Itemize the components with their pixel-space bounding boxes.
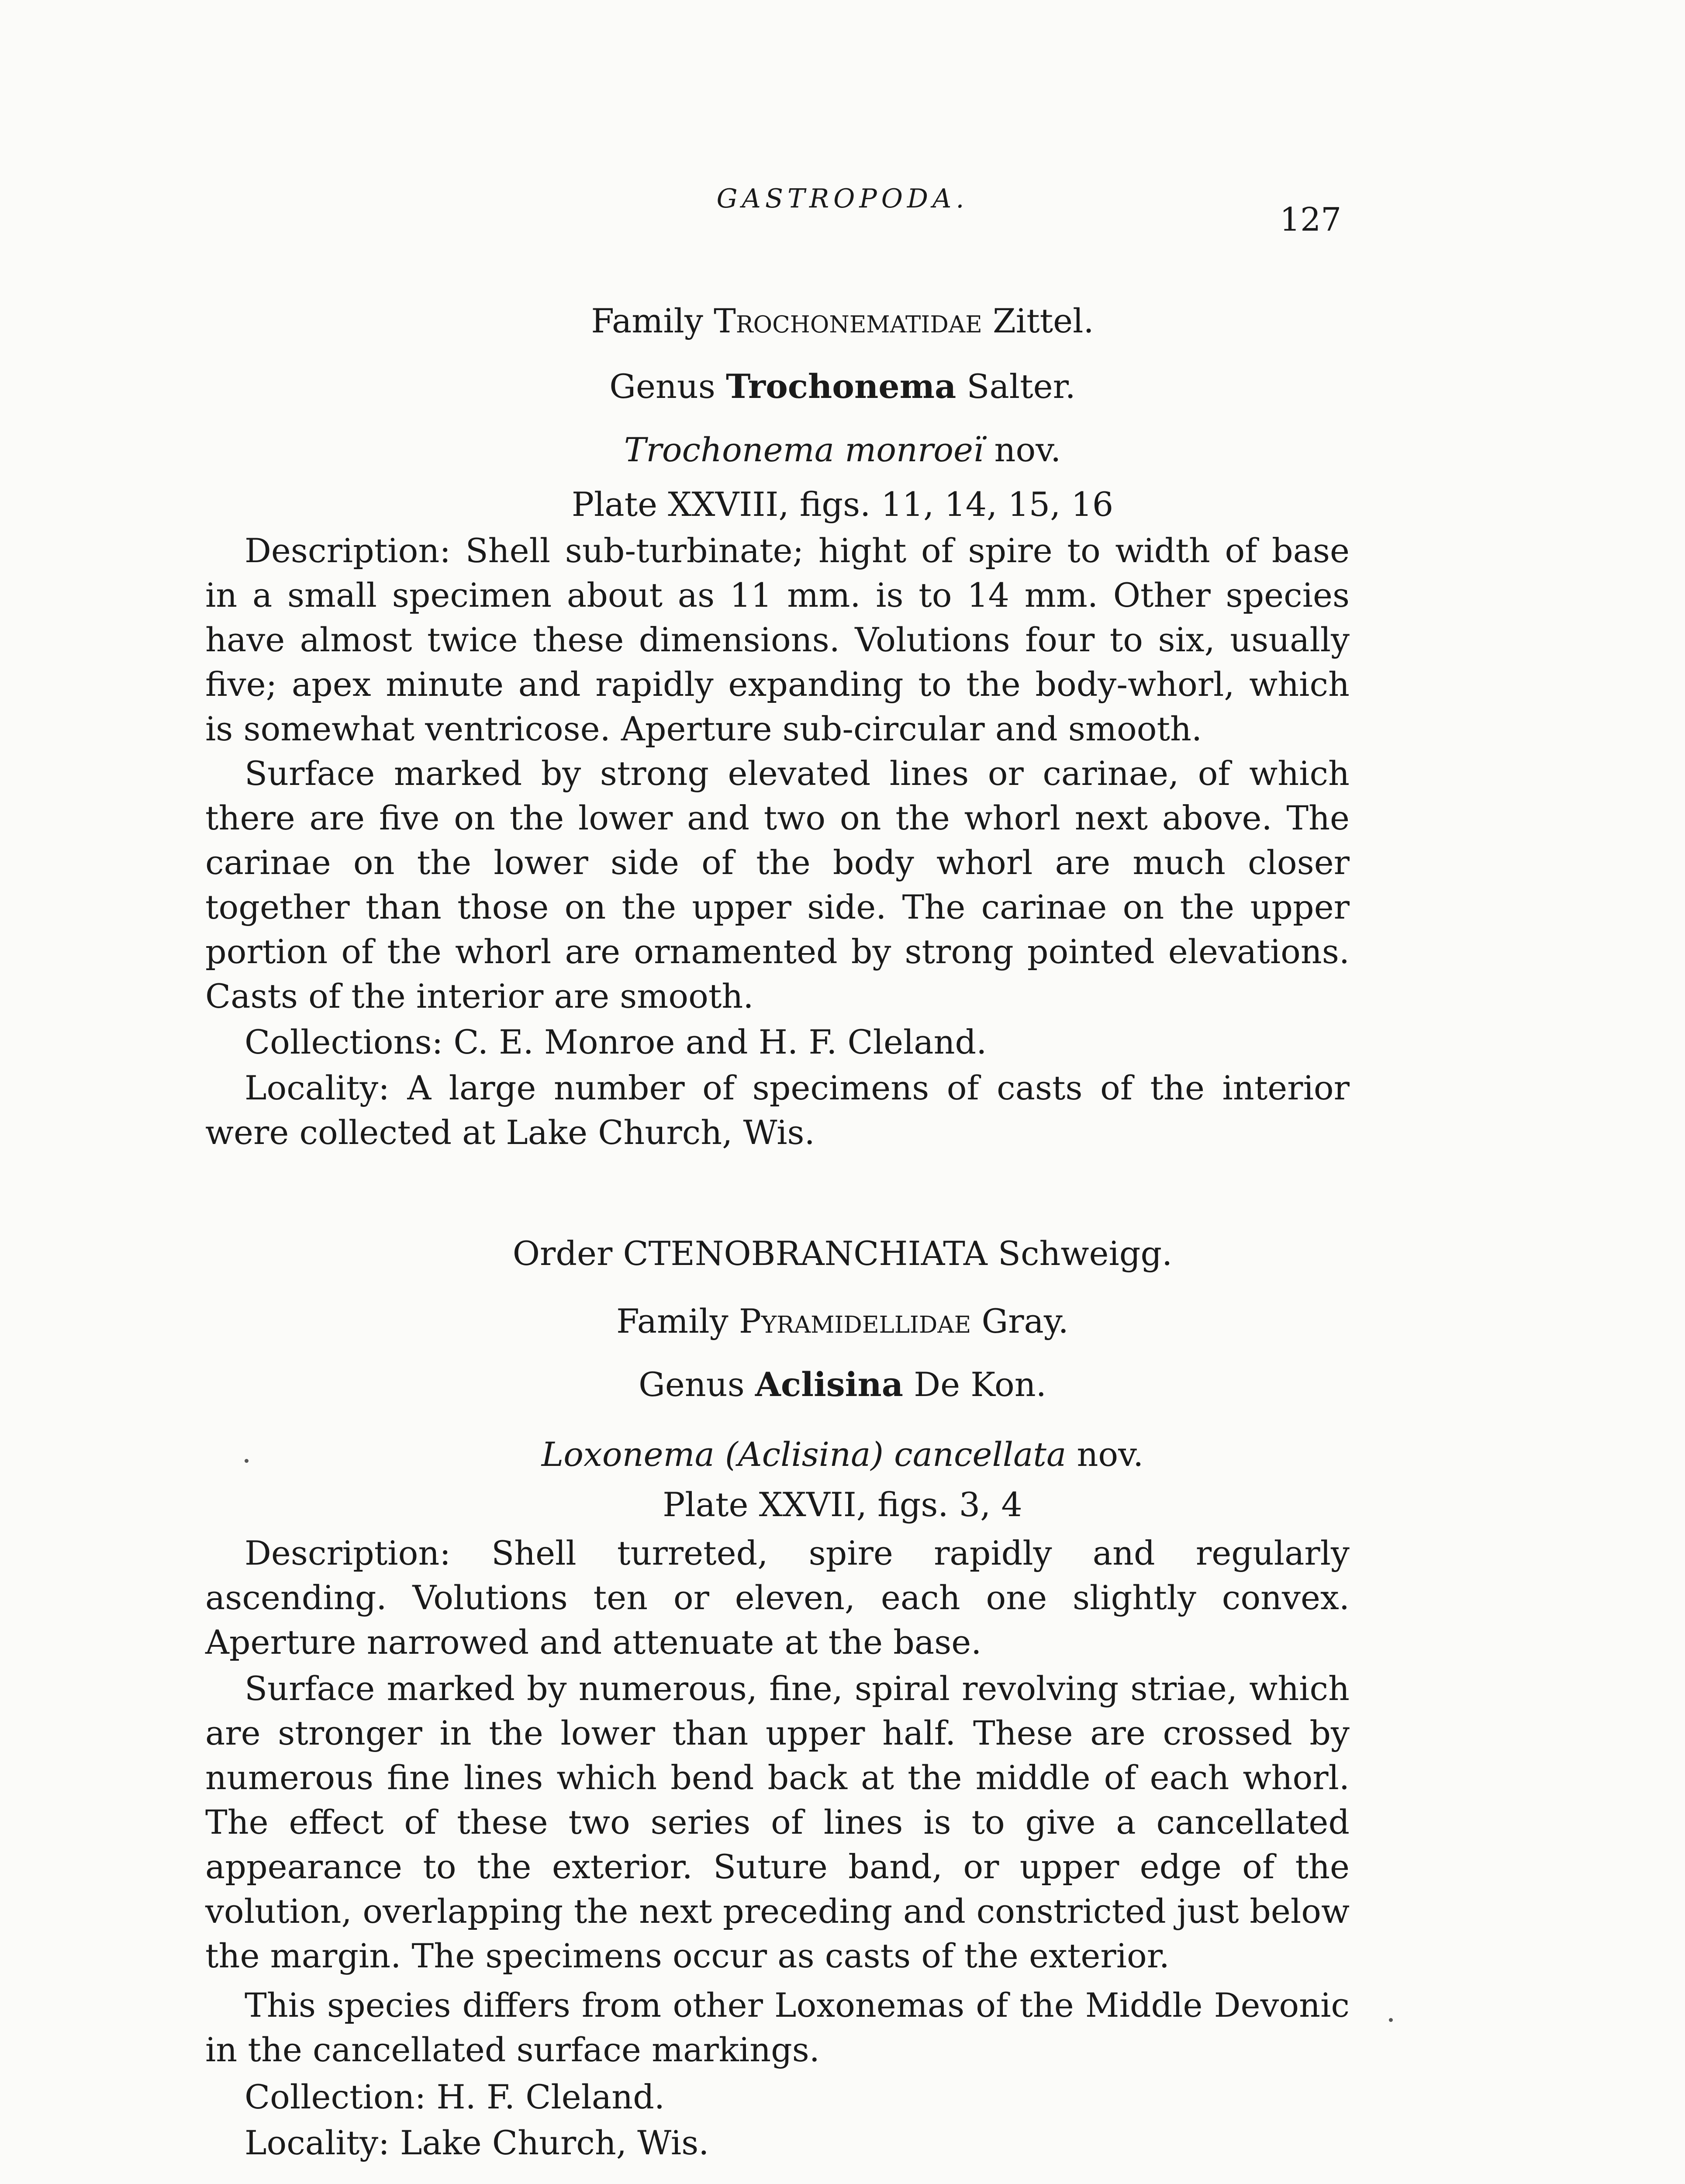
scan-speck (1389, 2018, 1393, 2022)
order-author: Schweigg. (998, 1234, 1173, 1273)
locality-text: Lake Church, Wis. (400, 2123, 709, 2162)
genus-heading-trochonema (0, 367, 1685, 406)
species-name: Loxonema (Aclisina) cancellata (541, 1435, 1067, 1474)
locality-label: Locality: (245, 2123, 390, 2162)
description-paragraph (205, 1531, 1350, 1665)
collections-paragraph (205, 1020, 1350, 1064)
description-label: Description: (245, 531, 451, 570)
plate-reference: Plate XXVII, figs. 3, 4 (663, 1485, 1022, 1524)
collections-label: Collections: (245, 1023, 443, 1061)
differs-paragraph: This species differs from other Loxonemas of the Middle Devonic in the cancellated surface markings. (205, 1986, 1350, 2069)
order-name: CTENOBRANCHIATA (623, 1234, 988, 1273)
genus-name: Trochonema (726, 367, 956, 406)
collection-text: H. F. Cleland. (436, 2077, 665, 2116)
family-name: Pyramidellidae (739, 1302, 971, 1341)
family-heading-pyramidellidae (0, 1302, 1685, 1341)
locality-label: Locality: (245, 1068, 390, 1107)
species-name: Trochonema monroeï (624, 430, 984, 469)
plate-reference: Plate XXVIII, figs. 11, 14, 15, 16 (571, 485, 1114, 524)
locality-paragraph (205, 2121, 1350, 2165)
species-heading-trochonema-monroei (0, 430, 1685, 469)
genus-name: Aclisina (755, 1365, 904, 1404)
collection-label: Collection: (245, 2077, 426, 2116)
page-number: 127 (1280, 201, 1342, 238)
genus-prefix: Genus (609, 367, 715, 406)
order-prefix: Order (512, 1234, 613, 1273)
species-status: nov. (1077, 1435, 1144, 1474)
locality-paragraph (205, 1066, 1350, 1155)
species-status: nov. (994, 430, 1061, 469)
family-author: Gray. (981, 1302, 1069, 1341)
family-prefix: Family (591, 301, 703, 340)
family-name: Trochonematidae (714, 301, 982, 340)
running-title: GASTROPODA. (716, 183, 969, 214)
collections-text: C. E. Monroe and H. F. Cleland. (453, 1023, 987, 1061)
description-text: Shell turreted, spire rapidly and regularly ascending. Volutions ten or eleven, each one slightly convex. Aperture narrowed and attenuate at the base. (205, 1534, 1350, 1662)
surface-paragraph: Surface marked by numerous, fine, spiral revolving striae, which are stronger in the lower than upper half. These are crossed by numerous fine lines which bend back at the middle of each whorl. The effect of these two series of lines is to give a cancellated appearance to the exterior. Suture band, or upper edge of the volution, overlapping the next preceding and constricted just below the margin. The specimens occur as casts of the exterior. (205, 1669, 1350, 1975)
collection-paragraph (205, 2075, 1350, 2119)
description-paragraph (205, 529, 1350, 751)
scan-speck (245, 1459, 249, 1463)
family-heading-trochonematidae (0, 301, 1685, 340)
genus-prefix: Genus (639, 1365, 745, 1404)
locality-text: A large number of specimens of casts of the interior were collected at Lake Church, Wis. (205, 1068, 1350, 1152)
description-label: Description: (245, 1534, 451, 1572)
family-prefix: Family (616, 1302, 729, 1341)
genus-author: De Kon. (914, 1365, 1046, 1404)
genus-author: Salter. (967, 367, 1076, 406)
species-heading-loxonema-cancellata (0, 1435, 1685, 1474)
order-heading-ctenobranchiata (0, 1234, 1685, 1273)
genus-heading-aclisina (0, 1365, 1685, 1404)
family-author: Zittel. (992, 301, 1094, 340)
surface-paragraph: Surface marked by strong elevated lines or carinae, of which there are five on the lower and two on the whorl next above. The carinae on the lower side of the body whorl are much closer together than those on the upper side. The carinae on the upper portion of the whorl are ornamented by strong pointed elevations. Casts of the interior are smooth. (205, 754, 1350, 1016)
description-text: Shell sub-turbinate; hight of spire to width of base in a small specimen about as 11 mm. is to 14 mm. Other species have almost twice these dimensions. Volutions four to six, usually five; apex minute and rapidly expanding to the body-whorl, which is somewhat ventricose. Aperture sub-circular and smooth. (205, 531, 1350, 748)
